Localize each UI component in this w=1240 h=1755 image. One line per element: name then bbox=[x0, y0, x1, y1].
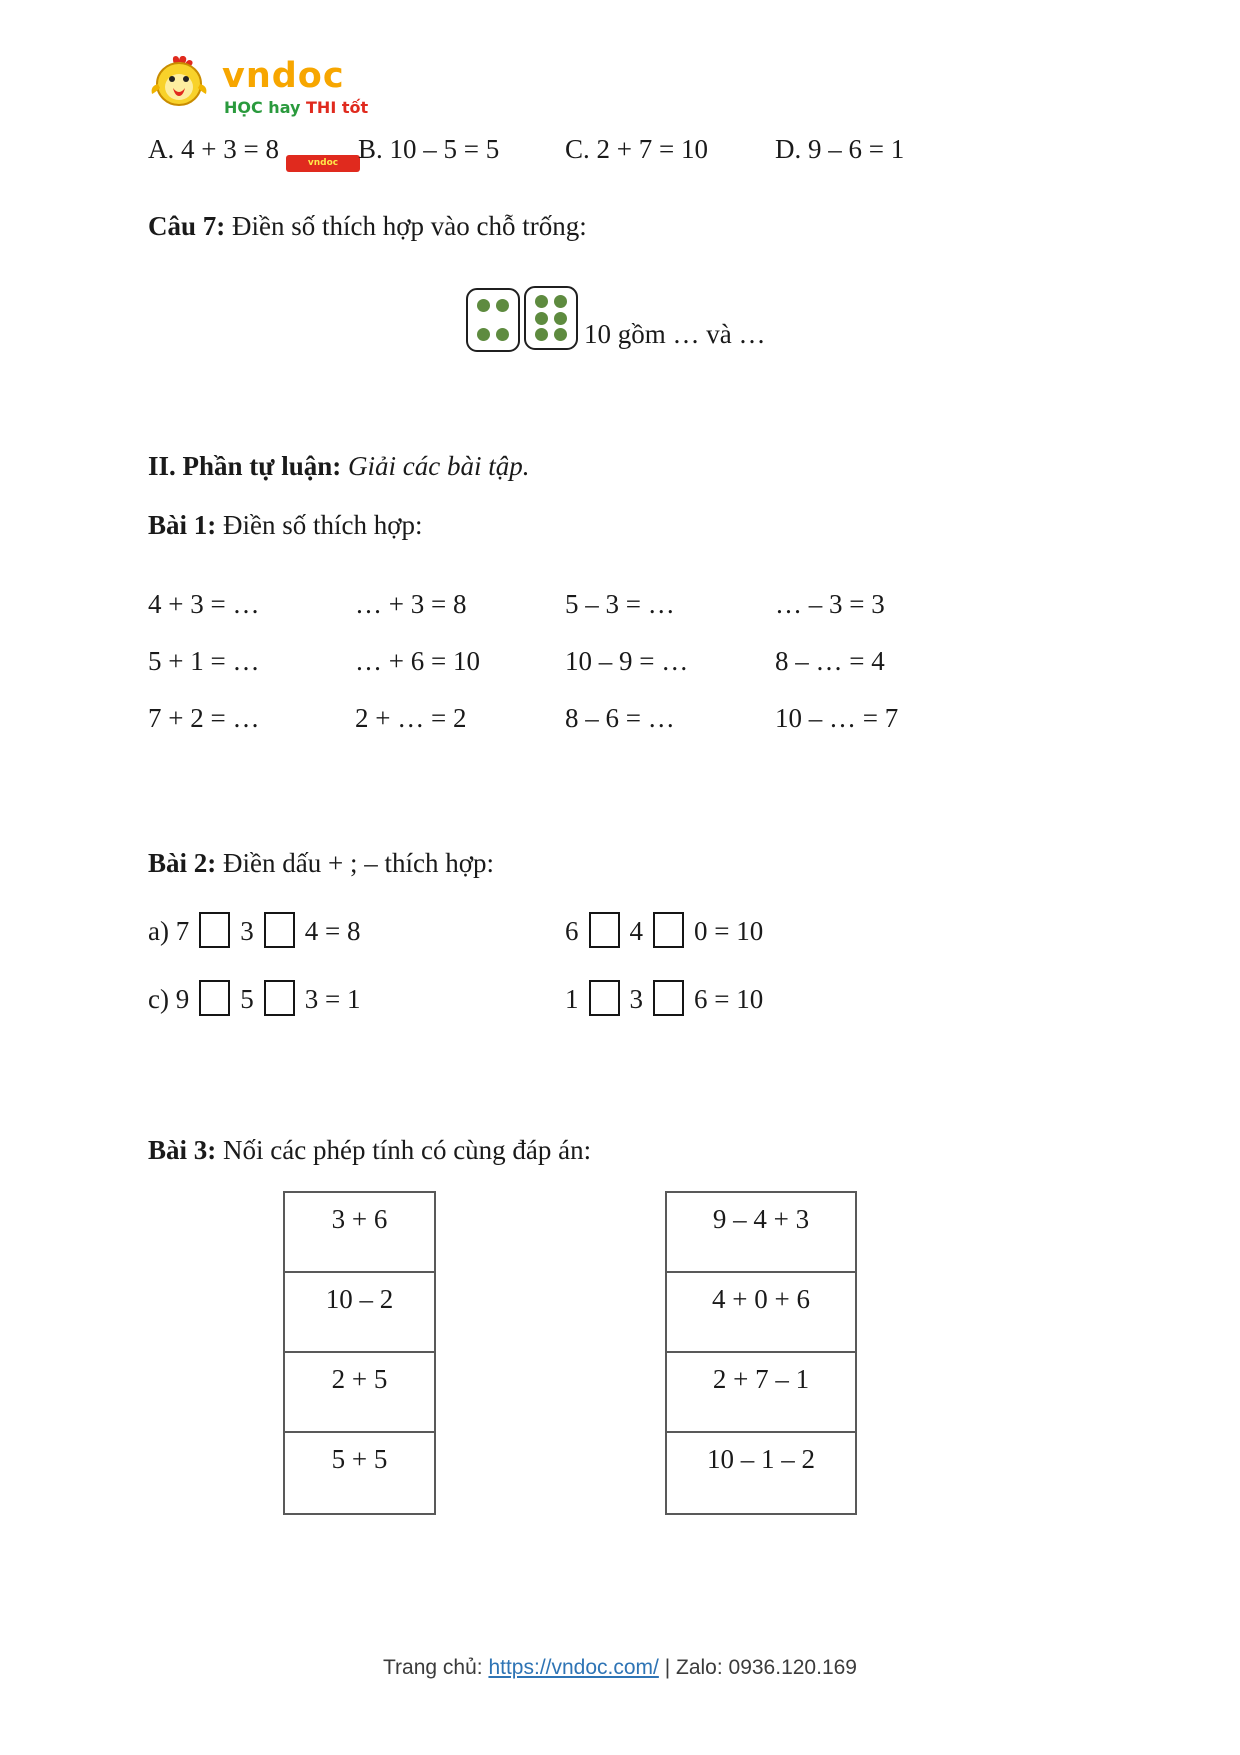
tagline-green-part: HỌC hay bbox=[224, 98, 301, 117]
expression-cell: 10 – 1 – 2 bbox=[707, 1444, 815, 1474]
section2-heading bbox=[148, 450, 530, 484]
expression-cell: 2 + 7 – 1 bbox=[667, 1353, 855, 1433]
footer-suffix: | Zalo: 0936.120.169 bbox=[658, 1656, 857, 1679]
equation: 10 – … = 7 bbox=[775, 703, 899, 733]
equation-part: 1 bbox=[565, 984, 579, 1014]
equation: 5 + 1 = … bbox=[148, 646, 260, 676]
equation-part: 0 = 10 bbox=[694, 916, 764, 946]
section2-label: II. Phần tự luận: bbox=[148, 451, 342, 481]
equation-part: 7 bbox=[175, 916, 190, 946]
item-label: c) bbox=[148, 984, 169, 1014]
bai2-label: Bài 2: bbox=[148, 848, 217, 878]
bai1-heading bbox=[148, 509, 423, 543]
blank-sign-box bbox=[653, 912, 684, 948]
equation: 7 + 2 = … bbox=[148, 703, 260, 733]
bai2-row-c-right bbox=[565, 980, 763, 1017]
equation: 10 – 9 = … bbox=[565, 646, 689, 676]
die-4-icon bbox=[466, 288, 520, 352]
equation-part: 6 bbox=[565, 916, 579, 946]
equation: 2 + … = 2 bbox=[355, 703, 467, 733]
equation-part: 3 bbox=[629, 984, 643, 1014]
footer-prefix: Trang chủ: bbox=[383, 1656, 489, 1679]
equation: … + 3 = 8 bbox=[355, 589, 467, 619]
cau7-label: Câu 7: bbox=[148, 211, 226, 241]
equation-part: 6 = 10 bbox=[694, 984, 764, 1014]
equation: 5 – 3 = … bbox=[565, 589, 675, 619]
equation: … + 6 = 10 bbox=[355, 646, 480, 676]
equation: 4 + 3 = … bbox=[148, 589, 260, 619]
equation-part: 9 bbox=[175, 984, 190, 1014]
blank-sign-box bbox=[264, 912, 295, 948]
bai1-label: Bài 1: bbox=[148, 510, 217, 540]
expression-cell: 5 + 5 bbox=[331, 1444, 388, 1474]
equation: 8 – … = 4 bbox=[775, 646, 885, 676]
equation-part: 3 = 1 bbox=[304, 984, 361, 1014]
bai3-label: Bài 3: bbox=[148, 1135, 217, 1165]
blank-sign-box bbox=[653, 980, 684, 1016]
expression-cell: 4 + 0 + 6 bbox=[667, 1273, 855, 1353]
expression-cell: 3 + 6 bbox=[285, 1193, 434, 1273]
cau7-caption: 10 gồm … và … bbox=[584, 319, 766, 349]
vndoc-logo-banner: vndoc bbox=[286, 155, 360, 172]
tagline-red-part: THI tốt bbox=[306, 98, 369, 117]
cau7-text: Điền số thích hợp vào chỗ trống: bbox=[225, 211, 587, 241]
option-d: D. 9 – 6 = 1 bbox=[775, 134, 905, 164]
bai2-row-a-left bbox=[148, 912, 360, 949]
section2-subtitle: Giải các bài tập. bbox=[341, 451, 530, 481]
option-c: C. 2 + 7 = 10 bbox=[565, 134, 708, 164]
bai2-heading bbox=[148, 847, 494, 881]
expression-cell: 2 + 5 bbox=[285, 1353, 434, 1433]
bai3-heading bbox=[148, 1134, 591, 1168]
bai2-row-a-right bbox=[565, 912, 763, 949]
equation-part: 4 = 8 bbox=[304, 916, 361, 946]
equation-part: 3 bbox=[240, 916, 254, 946]
bai2-text: Điền dấu + ; – thích hợp: bbox=[216, 848, 494, 878]
bai3-left-table bbox=[283, 1191, 436, 1515]
equation-part: 5 bbox=[240, 984, 254, 1014]
equation: 8 – 6 = … bbox=[565, 703, 675, 733]
option-a: A. 4 + 3 = 8 bbox=[148, 134, 279, 164]
bai3-text: Nối các phép tính có cùng đáp án: bbox=[216, 1135, 592, 1165]
blank-sign-box bbox=[199, 980, 230, 1016]
equation: … – 3 = 3 bbox=[775, 589, 885, 619]
vndoc-logo-tagline bbox=[224, 98, 368, 117]
expression-cell: 10 – 2 bbox=[285, 1273, 434, 1353]
bai3-right-table bbox=[665, 1191, 857, 1515]
equation-part: 4 bbox=[629, 916, 643, 946]
expression-cell: 9 – 4 + 3 bbox=[667, 1193, 855, 1273]
die-6-icon bbox=[524, 286, 578, 350]
page-footer bbox=[0, 1656, 1240, 1680]
blank-sign-box bbox=[589, 912, 620, 948]
item-label: a) bbox=[148, 916, 169, 946]
blank-sign-box bbox=[264, 980, 295, 1016]
vndoc-logo-wordmark: vndoc bbox=[222, 56, 345, 96]
vndoc-logo-chick-icon bbox=[148, 56, 210, 106]
bai1-text: Điền số thích hợp: bbox=[216, 510, 423, 540]
blank-sign-box bbox=[589, 980, 620, 1016]
cau7-heading bbox=[148, 210, 587, 244]
blank-sign-box bbox=[199, 912, 230, 948]
bai2-row-c-left bbox=[148, 980, 360, 1017]
homepage-link[interactable]: https://vndoc.com/ bbox=[488, 1656, 659, 1679]
option-b: B. 10 – 5 = 5 bbox=[358, 134, 500, 164]
